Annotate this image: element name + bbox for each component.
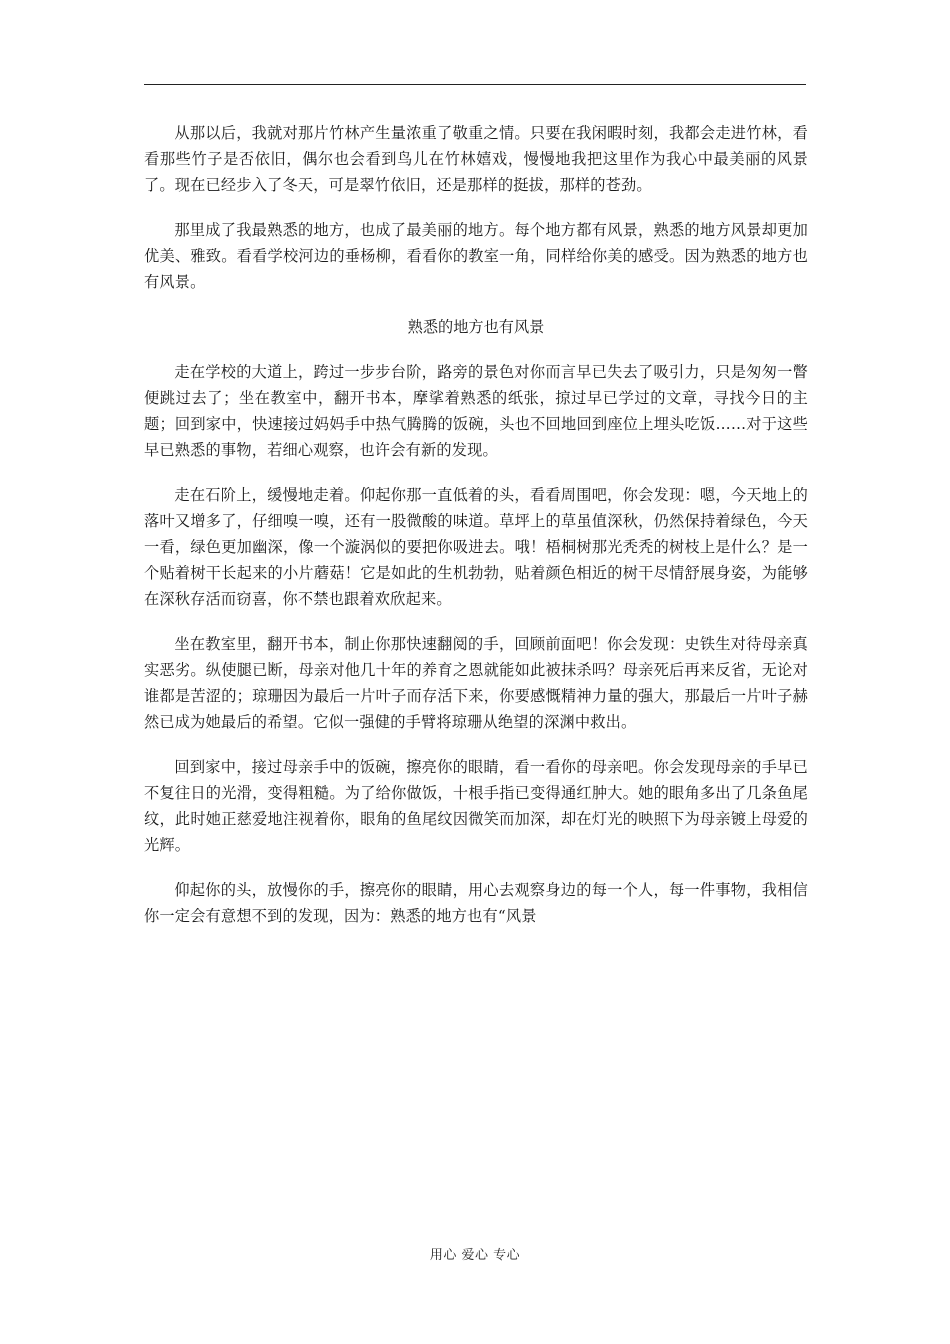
paragraph-familiar-place: 那里成了我最熟悉的地方，也成了最美丽的地方。每个地方都有风景，熟悉的地方风景却更加优美、雅致。看看学校河边的垂杨柳，看看你的教室一角，同样给你美的感受。因为熟悉的地方也有风景。: [144, 221, 808, 291]
paragraph-classroom: 坐在教室里，翻开书本，制止你那快速翻阅的手，回顾前面吧！你会发现：史铁生对待母亲真实恶劣。纵使腿已断，母亲对他几十年的养育之恩就能如此被抹杀吗？母亲死后再来反省，无论对谁都是苦涩的；琼珊因为最后一片叶子而存活下来，你要感慨精神力量的强大，那最后一片叶子赫然已成为她最后的希望。它似一强健的手臂将琼珊从绝望的深渊中救出。: [144, 635, 808, 731]
page-footer: 用心 爱心 专心: [429, 1248, 521, 1263]
paragraph-home-mother: 回到家中，接过母亲手中的饭碗，擦亮你的眼睛，看一看你的母亲吧。你会发现母亲的手早已不复往日的光滑，变得粗糙。为了给你做饭，十根手指已变得通红肿大。她的眼角多出了几条鱼尾纹，此时她正慈爱地注视着你，眼角的鱼尾纹因微笑而加深，却在灯光的映照下为母亲镀上母爱的光辉。: [144, 758, 808, 854]
paragraph-stone-steps: 走在石阶上，缓慢地走着。仰起你那一直低着的头，看看周围吧，你会发现：嗯，今天地上的落叶又增多了，仔细嗅一嗅，还有一股微酸的味道。草坪上的草虽值深秋，仍然保持着绿色，今天一看，绿色更加幽深，像一个漩涡似的要把你吸进去。哦！梧桐树那光秃秃的树枝上是什么？是一个贴着树干长起来的小片蘑菇！它是如此的生机勃勃，贴着颜色相近的树干尽情舒展身姿，为能够在深秋存活而窃喜，你不禁也跟着欢欣起来。: [144, 486, 808, 608]
paragraph-school-road: 走在学校的大道上，跨过一步步台阶，路旁的景色对你而言早已失去了吸引力，只是匆匆一瞥便跳过去了；坐在教室中，翻开书本，摩挲着熟悉的纸张，掠过早已学过的文章，寻找今日的主题；回到家中，快速接过妈妈手中热气腾腾的饭碗，头也不回地回到座位上埋头吃饭……对于这些早已熟悉的事物，若细心观察，也许会有新的发现。: [144, 363, 808, 459]
paragraph-bamboo-respect: 从那以后，我就对那片竹林产生量浓重了敬重之情。只要在我闲暇时刻，我都会走进竹林，看看那些竹子是否依旧，偶尔也会看到鸟儿在竹林嬉戏，慢慢地我把这里作为我心中最美丽的风景了。现在已经步入了冬天，可是翠竹依旧，还是那样的挺拔，那样的苍劲。: [144, 124, 808, 194]
document-body: [144, 120, 808, 948]
essay-title: 熟悉的地方也有风景: [407, 318, 545, 336]
paragraph-conclusion: 仰起你的头，放慢你的手，擦亮你的眼睛，用心去观察身边的每一个人，每一件事物，我相信你一定会有意想不到的发现，因为：熟悉的地方也有“风景: [144, 881, 808, 925]
header-rule: [144, 84, 806, 85]
